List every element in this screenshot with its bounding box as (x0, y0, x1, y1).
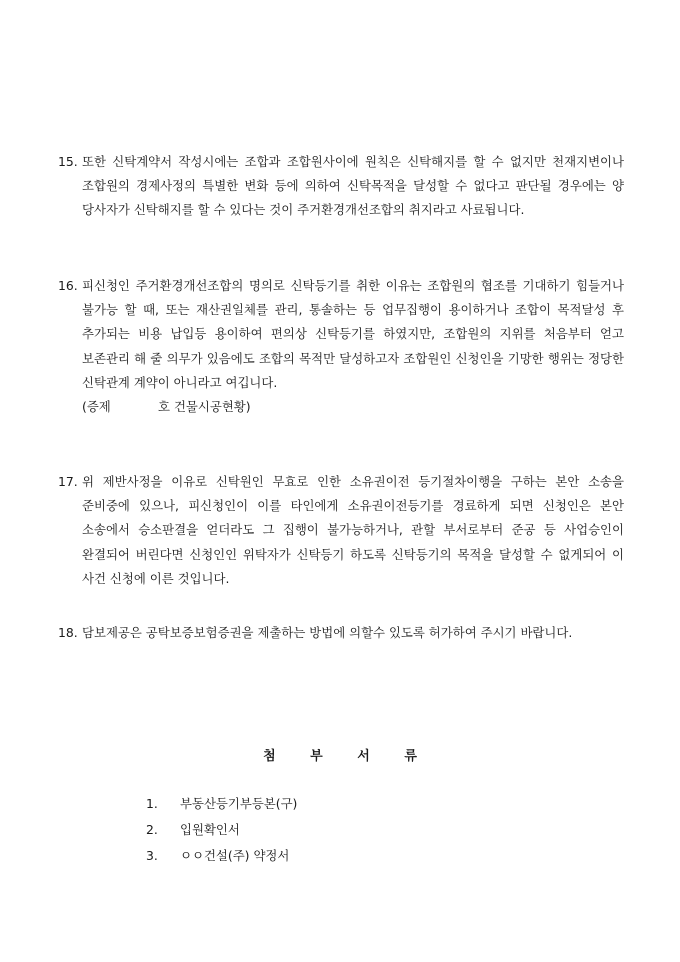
paragraph-15 (58, 150, 624, 223)
paragraph-text: 위 제반사정을 이유로 신탁원인 무효로 인한 소유권이전 등기절차이행을 구하는 본안 소송을 준비중에 있으나, 피신청인이 이를 타인에게 소유권이전등기를 경료하게 되면 신청인은 본안 소송에서 승소판결을 얻더라도 그 집행이 불가능하거나, 관할 부서로부터 준공 등 사업승인이 완결되어 버린다면 신청인인 위탁자가 신탁등기 하도록 신탁등기의 목적을 달성할 수 없게되어 이 사건 신청에 이른 것입니다. (82, 474, 624, 586)
attachment-number: 3. (146, 848, 158, 863)
paragraph-text: 피신청인 주거환경개선조합의 명의로 신탁등기를 취한 이유는 조합원의 협조를 기대하기 힘들거나 불가능 할 때, 또는 재산권일체를 관리, 통솔하는 등 업무집행이 용이하거나 조합이 목적달성 후 추가되는 비용 납입등 용이하여 편의상 신탁등기를 하였지만, 조합원의 지위를 처음부터 얻고 보존관리 해 줄 의무가 있음에도 조합의 목적만 달성하고자 조합원인 신청인을 기망한 행위는 정당한 신탁관계 계약이 아니라고 여깁니다. (82, 278, 624, 390)
paragraph-17 (58, 470, 624, 591)
list-item (146, 791, 446, 817)
attachment-label: 부동산등기부등본(구) (180, 796, 298, 811)
attachment-label: ㅇㅇ건설(주) 약정서 (180, 848, 290, 863)
paragraph-number: 18. (58, 625, 78, 640)
attachment-number: 2. (146, 822, 158, 837)
paragraph-number: 17. (58, 474, 78, 489)
paragraph-number: 15. (58, 154, 78, 169)
paragraph-16 (58, 274, 624, 419)
attachment-label: 입원확인서 (180, 822, 240, 837)
paragraph-text: 또한 신탁계약서 작성시에는 조합과 조합원사이에 원칙은 신탁해지를 할 수 없지만 천재지변이나 조합원의 경제사정의 특별한 변화 등에 의하여 신탁목적을 달성할 수 없다고 판단될 경우에는 양 당사자가 신탁해지를 할 수 있다는 것이 주거환경개선조합의 취지라고 사료됩니다. (82, 154, 624, 218)
paragraph-text: 담보제공은 공탁보증보험증권을 제출하는 방법에 의할수 있도록 허가하여 주시기 바랍니다. (82, 625, 573, 640)
paragraph-number: 16. (58, 278, 78, 293)
attachments-list (146, 791, 446, 869)
paragraph-18 (58, 621, 624, 645)
attachment-number: 1. (146, 796, 158, 811)
list-item (146, 817, 446, 843)
evidence-reference: (증제 호 건물시공현황) (82, 399, 251, 415)
attachments-heading: 첨 부 서 류 (263, 749, 417, 764)
list-item (146, 843, 446, 869)
